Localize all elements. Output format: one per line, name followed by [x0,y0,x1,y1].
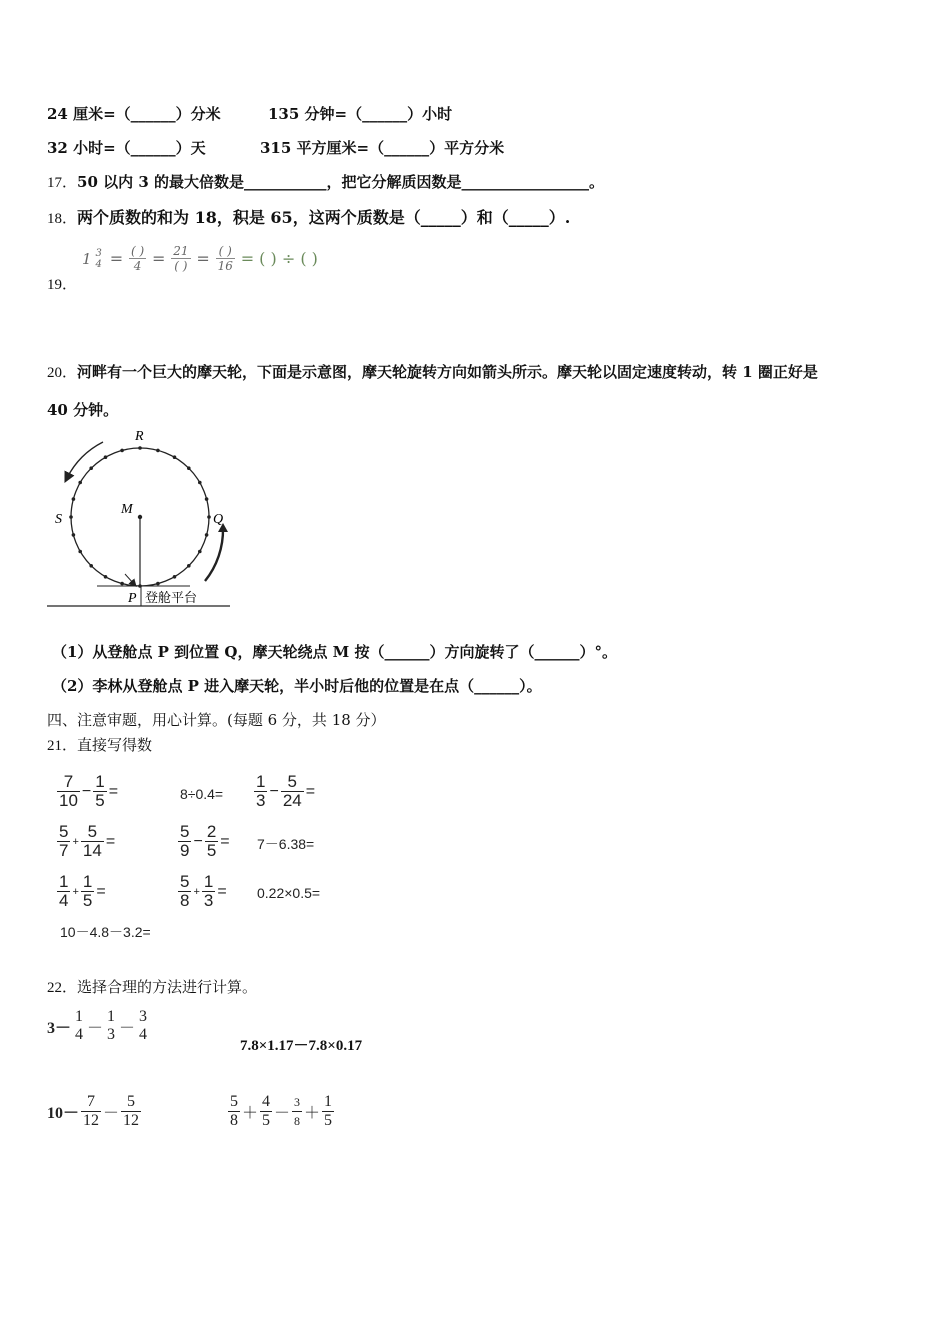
seat-dot [156,449,160,453]
rotation-arrow-left [67,442,103,478]
center-point-M [138,515,142,519]
q21-header [47,734,152,755]
q20-text-1: 河畔有一个巨大的摩天轮，下面是示意图，摩天轮旋转方向如箭头所示。摩天轮以固定速度转动，转 1 圈正好是 [77,363,818,381]
section-4-title: 四、注意审题，用心计算。(每题 6 分，共 18 分） [47,711,386,729]
q21-title: 直接写得数 [77,736,153,754]
q19-number: 19． [47,277,78,293]
q21-item-e: $\frac{5}{9}$ − $\frac{2}{5}$ = [180,822,230,860]
label-S: S [55,512,62,527]
q16-item-d: 315 平方厘米=（______）平方分米 [260,139,505,157]
q16-item-b: 135 分钟=（______）小时 [268,105,453,123]
seat-dot [173,575,177,579]
seat-dot [187,466,191,470]
q21-item-j: 10－4.8－3.2= [60,924,151,940]
q19-frac-1: 3 4 [95,247,102,270]
seat-dot [205,497,209,501]
label-Q: Q [213,512,224,527]
q19-frac-4: ( ) 16 [217,244,233,273]
q21-item-i: 0.22×0.5= [257,885,321,901]
seat-dot [198,550,202,554]
seat-dot [89,466,93,470]
label-R: R [135,429,144,444]
q22-expr-2: 7.8×1.17－7.8×0.17 [240,1038,363,1054]
seat-dot [207,515,211,519]
q21-item-g: $\frac{1}{4}$ + $\frac{1}{5}$ = [59,872,106,910]
q22-title: 选择合理的方法进行计算。 [77,978,258,996]
ferris-wheel-diagram [45,428,245,608]
seat-dot [78,481,82,485]
q20-line-1 [47,361,818,382]
q18 [47,205,570,228]
q21-item-c: $\frac{1}{3}$ − $\frac{5}{24}$ = [256,772,316,810]
q21-item-d: $\frac{5}{7}$ + $\frac{5}{14}$ = [59,822,116,860]
question-number: 22． [47,980,78,996]
q22-expr-3: 10－ $\frac{7}{12}$ － $\frac{5}{12}$ [47,1093,140,1129]
q20-sub-1: （1）从登舱点 P 到位置 Q，摩天轮绕点 M 按（______）方向旋转了（______）°。 [52,643,618,661]
seat-dot [69,515,73,519]
q18-text: 两个质数的和为 18，积是 65，这两个质数是（_____）和（_____）. [77,208,571,227]
q17-text: 50 以内 3 的最大倍数是___________，把它分解质因数是_________________。 [77,173,604,191]
q22-expr-4: $\frac{5}{8}$ ＋ $\frac{4}{5}$ － $\frac{3}{8}$ ＋ $\frac{1}{5}$ [230,1093,333,1129]
q20-sub-2: （2）李林从登舱点 P 进入摩天轮，半小时后他的位置是在点（______）。 [52,677,542,695]
question-number: 18． [47,211,78,227]
question-number: 20． [47,365,78,381]
seat-dot [104,575,108,579]
question-number: 21． [47,738,78,754]
seat-dot [104,455,108,459]
q21-item-b: 8÷0.4= [180,786,224,802]
seat-dot [138,446,142,450]
seat-dot [78,550,82,554]
q19-whole: 1 [82,249,92,268]
q19-tail: = ( ) ÷ ( ) [240,249,318,268]
entry-arrow [125,574,134,584]
q21-item-h: $\frac{5}{8}$ + $\frac{1}{3}$ = [180,872,227,910]
q22-header [47,976,257,997]
q19-frac-2: ( ) 4 [130,244,145,273]
seat-dot [198,481,202,485]
question-number: 17． [47,175,78,191]
seat-dot [156,582,160,586]
q20-text-2: 40 分钟。 [47,401,119,419]
seat-dot [89,564,93,568]
label-platform: 登舱平台 [145,591,198,606]
q19-frac-3: 21 ( ) [173,244,189,273]
label-M: M [121,502,133,517]
q19-equation: 1 3 4 = ( ) 4 = 21 ( ) = ( ) 16 = ( ) ÷ ( ) [82,244,318,273]
seat-dot [120,582,124,586]
q16-item-c: 32 小时=（______）天 [47,139,206,157]
q21-item-a: $\frac{7}{10}$ − $\frac{1}{5}$ = [59,772,119,810]
q17 [47,171,604,192]
seat-dot [72,533,76,537]
seat-dot [173,455,177,459]
q22-expr-1: 3－ 1 4 － 1 3 － 3 4 [47,1008,148,1043]
seat-dot [120,449,124,453]
q16-item-a: 24 厘米=（______）分米 [47,105,221,123]
seat-dot [205,533,209,537]
q21-item-f: 7－6.38= [257,836,315,852]
label-P: P [128,591,137,606]
seat-dot [72,497,76,501]
seat-dot [187,564,191,568]
